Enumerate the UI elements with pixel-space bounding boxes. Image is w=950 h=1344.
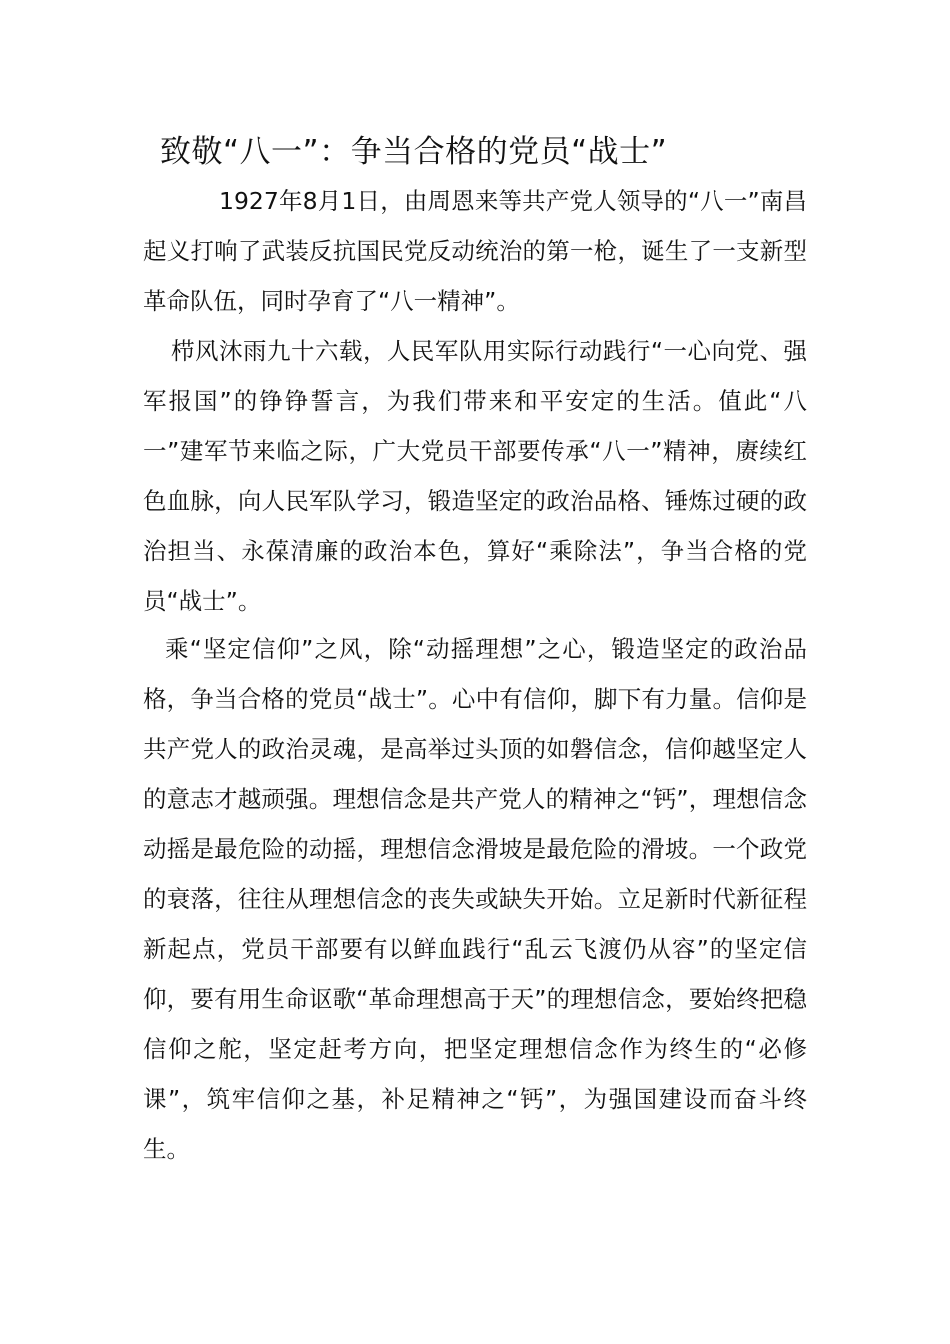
paragraph-2: 栉风沐雨九十六载，人民军队用实际行动践行“一心向党、强军报国”的铮铮誓言，为我们带来和平安定的生活。值此“八一”建军节来临之际，广大党员干部要传承“八一”精神，赓续红色血脉，向人民军队学习，锻造坚定的政治品格、锤炼过硬的政治担当、永葆清廉的政治本色，算好“乘除法”，争当合格的党员“战士”。 (143, 337, 807, 615)
paragraph-3: 乘“坚定信仰”之风，除“动摇理想”之心，锻造坚定的政治品格，争当合格的党员“战士”。心中有信仰，脚下有力量。信仰是共产党人的政治灵魂，是高举过头顶的如磐信念，信仰越坚定人的意志才越顽强。理想信念是共产党人的精神之“钙”，理想信念动摇是最危险的动摇，理想信念滑坡是最危险的滑坡。一个政党的衰落，往往从理想信念的丧失或缺失开始。立足新时代新征程新起点，党员干部要有以鲜血践行“乱云飞渡仍从容”的坚定信仰，要有用生命讴歌“革命理想高于天”的理想信念，要始终把稳信仰之舵，坚定赶考方向，把坚定理想信念作为终生的“必修课”，筑牢信仰之基，补足精神之“钙”，为强国建设而奋斗终生。 (143, 635, 807, 1163)
document-title: 致敬“八一”：争当合格的党员“战士” (160, 134, 668, 170)
paragraph-1: 1927年8月1日，由周恩来等共产党人领导的“八一”南昌起义打响了武装反抗国民党反动统治的第一枪，诞生了一支新型革命队伍，同时孕育了“八一精神”。 (143, 187, 807, 315)
